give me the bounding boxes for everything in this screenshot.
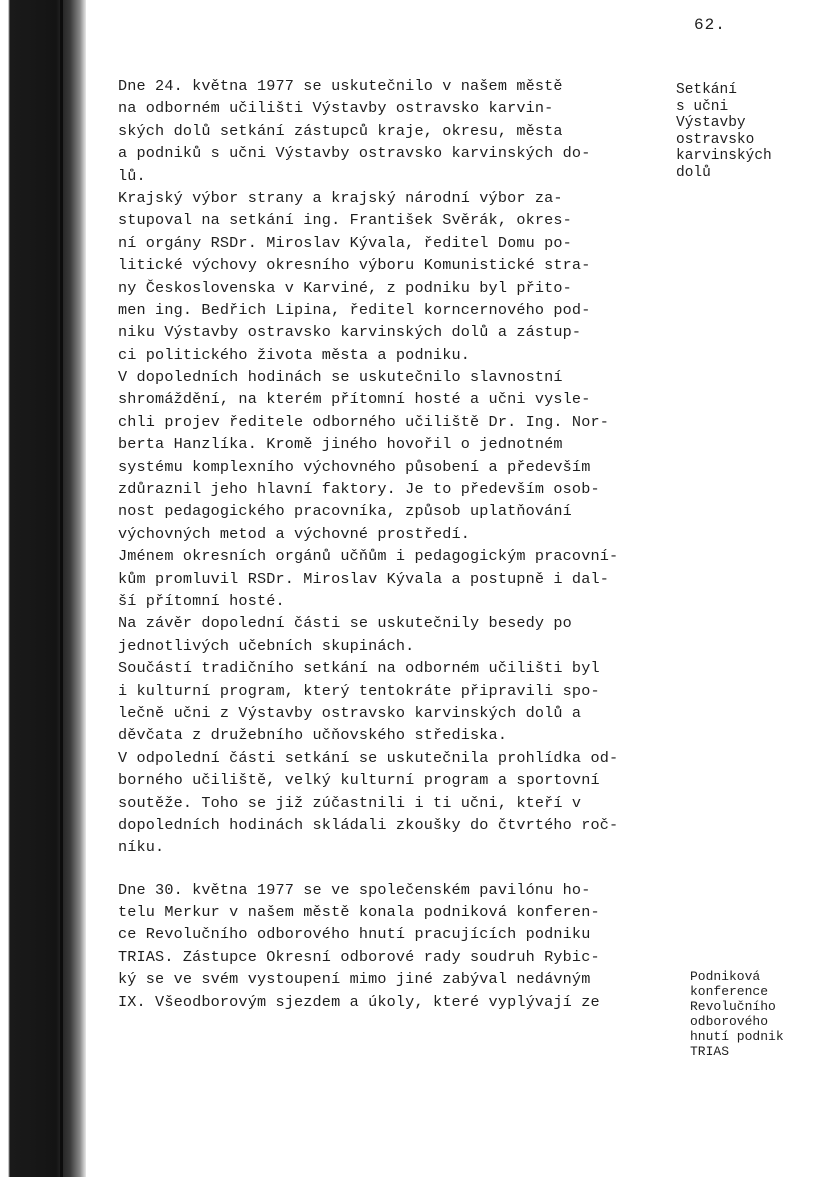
text-line: borného učiliště, velký kulturní program a sportovní xyxy=(118,771,600,790)
paragraph-2 xyxy=(118,879,698,1013)
text-line: shromáždění, na kterém přítomní hosté a učni vysle- xyxy=(118,390,591,409)
text-line: ci politického života města a podniku. xyxy=(118,345,471,364)
text-line: ských dolů setkání zástupců kraje, okresu, města xyxy=(118,121,563,140)
text-line: V odpolední části setkání se uskutečnila prohlídka od- xyxy=(118,748,619,767)
text-line: jednotlivých učebních skupinách. xyxy=(118,636,415,655)
document-body xyxy=(118,75,698,1013)
text-line: Dne 30. května 1977 se ve společenském pavilónu ho- xyxy=(118,880,591,899)
text-line: lů. xyxy=(118,166,146,185)
page-number: 62. xyxy=(694,16,726,34)
margin-note-line: s učni xyxy=(676,98,729,115)
text-line: Součástí tradičního setkání na odborném učilišti byl xyxy=(118,659,600,678)
text-line: lečně učni z Výstavby ostravsko karvinských dolů a xyxy=(118,703,582,722)
text-line: výchovných metod a výchovné prostředí. xyxy=(118,524,471,543)
text-line: ší přítomní hosté. xyxy=(118,591,285,610)
text-line: TRIAS. Zástupce Okresní odborové rady soudruh Rybic- xyxy=(118,947,600,966)
text-line: ny Československa v Karviné, z podniku byl přito- xyxy=(118,278,572,297)
text-line: niku Výstavby ostravsko karvinských dolů a zástup- xyxy=(118,323,582,342)
text-line: níku. xyxy=(118,838,165,857)
text-line: ní orgány RSDr. Miroslav Kývala, ředitel Domu po- xyxy=(118,233,572,252)
text-line: Na závěr dopolední části se uskutečnily besedy po xyxy=(118,614,572,633)
margin-note-line: dolů xyxy=(676,164,711,181)
text-line: Dne 24. května 1977 se uskutečnilo v našem městě xyxy=(118,77,563,95)
text-line: berta Hanzlíka. Kromě jiného hovořil o jednotném xyxy=(118,435,563,454)
text-line: na odborném učilišti Výstavby ostravsko karvin- xyxy=(118,99,554,118)
margin-note-line: Výstavby xyxy=(676,115,746,131)
text-line: kům promluvil RSDr. Miroslav Kývala a postupně i dal- xyxy=(118,569,609,588)
text-line: nost pedagogického pracovníka, způsob uplatňování xyxy=(118,502,572,521)
text-line: systému komplexního výchovného působení a především xyxy=(118,457,591,476)
margin-note-setkani xyxy=(676,82,772,181)
margin-note-line: konference xyxy=(690,984,769,999)
text-line: děvčata z družebního učňovského střediska. xyxy=(118,726,508,745)
text-line: stupoval na setkání ing. František Svěrák, okres- xyxy=(118,211,572,230)
paragraph-1 xyxy=(118,75,698,859)
margin-note-line: ostravsko xyxy=(676,131,755,148)
text-line: i kulturní program, který tentokráte připravili spo- xyxy=(118,681,600,700)
text-line: V dopoledních hodinách se uskutečnilo slavnostní xyxy=(118,368,563,387)
margin-note-line: karvinských xyxy=(676,148,772,164)
text-line: ce Revolučního odborového hnutí pracujících podniku xyxy=(118,925,591,944)
text-line: chli projev ředitele odborného učiliště Dr. Ing. Nor- xyxy=(118,412,609,431)
margin-note-konference xyxy=(690,969,784,1059)
margin-note-line: odborového xyxy=(690,1014,769,1029)
text-line: IX. Všeodborovým sjezdem a úkoly, které vyplývají ze xyxy=(118,992,600,1011)
margin-note-line: Setkání xyxy=(676,82,737,98)
text-line: telu Merkur v našem městě konala podniková konferen- xyxy=(118,903,600,922)
margin-note-line: hnutí podnik xyxy=(690,1029,784,1044)
text-line: zdůraznil jeho hlavní faktory. Je to především osob- xyxy=(118,480,600,499)
text-line: litické výchovy okresního výboru Komunistické stra- xyxy=(118,256,591,275)
text-line: a podniků s učni Výstavby ostravsko karvinských do- xyxy=(118,144,591,163)
paragraph-gap xyxy=(118,859,698,879)
binding-shadow xyxy=(0,0,86,1177)
text-line: men ing. Bedřich Lipina, ředitel korncernového pod- xyxy=(118,300,591,319)
margin-note-line: Revolučního xyxy=(690,999,776,1014)
text-line: dopoledních hodinách skládali zkoušky do čtvrtého roč- xyxy=(118,815,619,834)
text-line: Krajský výbor strany a krajský národní výbor za- xyxy=(118,188,563,207)
text-line: soutěže. Toho se již zúčastnili i ti učni, kteří v xyxy=(118,793,582,812)
margin-note-line: Podniková xyxy=(690,969,761,984)
text-line: ký se ve svém vystoupení mimo jiné zabýval nedávným xyxy=(118,970,591,989)
margin-note-line: TRIAS xyxy=(690,1044,730,1059)
text-line: Jménem okresních orgánů učňům i pedagogickým pracovní- xyxy=(118,547,619,566)
